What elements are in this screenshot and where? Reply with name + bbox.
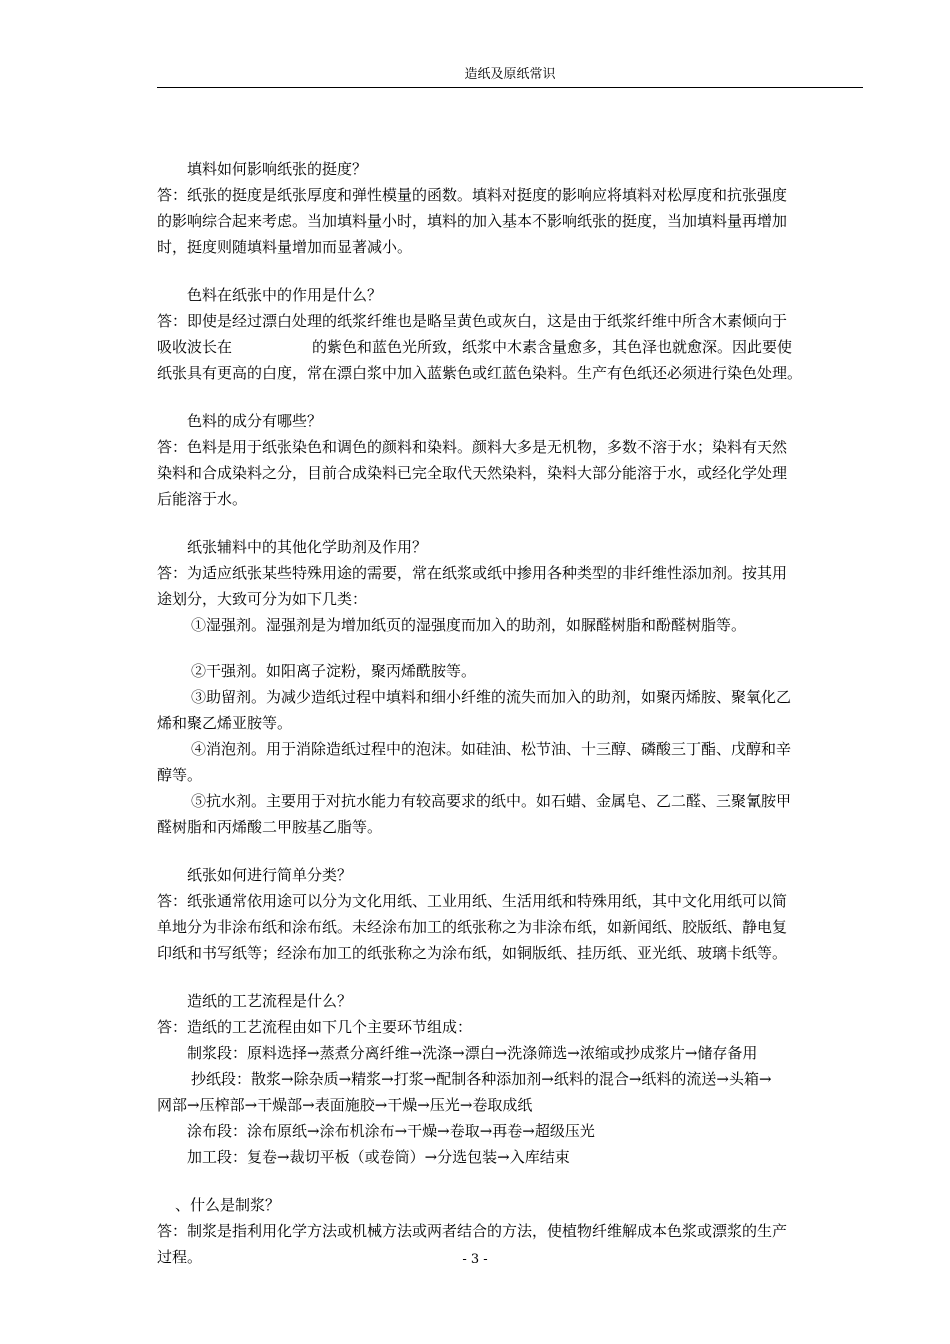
question-heading: 、什么是制浆？ <box>175 1196 281 1214</box>
header-rule <box>157 87 863 88</box>
question-heading: 色料在纸张中的作用是什么？ <box>187 286 383 304</box>
answer-line: 印纸和书写纸等；经涂布加工的纸张称之为涂布纸，如铜版纸、挂历纸、亚光纸、玻璃卡纸等。 <box>157 944 788 962</box>
question-heading: 造纸的工艺流程是什么？ <box>187 992 353 1010</box>
answer-fragment: 的紫色和蓝色光所致，纸浆中木素含量愈多，其色泽也就愈深。因此要使 <box>312 338 793 356</box>
question-heading: 纸张辅料中的其他化学助剂及作用？ <box>187 538 428 556</box>
list-item-continuation: 烯和聚乙烯亚胺等。 <box>157 714 293 732</box>
answer-line: 过程。 <box>157 1248 203 1266</box>
question-heading: 色料的成分有哪些？ <box>187 412 323 430</box>
answer-line: 答：造纸的工艺流程由如下几个主要环节组成： <box>157 1018 473 1036</box>
answer-line: 后能溶于水。 <box>157 490 248 508</box>
answer-line: 纸张具有更高的白度，常在漂白浆中加入蓝紫色或红蓝色染料。生产有色纸还必须进行染色处理。 <box>157 364 803 382</box>
answer-line: 答：为适应纸张某些特殊用途的需要，常在纸浆或纸中掺用各种类型的非纤维性添加剂。按其用 <box>157 564 788 582</box>
answer-line: 的影响综合起来考虑。当加填料量小时，填料的加入基本不影响纸张的挺度，当加填料量再增加 <box>157 212 788 230</box>
answer-line <box>157 334 863 360</box>
answer-line: 途划分，大致可分为如下几类： <box>157 590 368 608</box>
answer-line: 答：即使是经过漂白处理的纸浆纤维也是略呈黄色或灰白，这是由于纸浆纤维中所含木素倾向于 <box>157 312 788 330</box>
answer-line: 时，挺度则随填料量增加而显著减小。 <box>157 238 413 256</box>
process-stage: 涂布段：涂布原纸→涂布机涂布→干燥→卷取→再卷→超级压光 <box>187 1122 595 1140</box>
page-header-title: 造纸及原纸常识 <box>464 67 556 82</box>
process-stage: 制浆段：原料选择→蒸煮分离纤维→洗涤→漂白→洗涤筛选→浓缩或抄成浆片→储存备用 <box>187 1044 758 1062</box>
list-item: ⑤抗水剂。主要用于对抗水能力有较高要求的纸中。如石蜡、金属皂、乙二醛、三聚氰胺甲 <box>191 792 792 810</box>
list-item: ④消泡剂。用于消除造纸过程中的泡沫。如硅油、松节油、十三醇、磷酸三丁酯、戊醇和辛 <box>191 740 792 758</box>
list-item: ②干强剂。如阳离子淀粉，聚丙烯酰胺等。 <box>191 662 477 680</box>
question-heading: 填料如何影响纸张的挺度？ <box>187 160 368 178</box>
answer-line: 单地分为非涂布纸和涂布纸。未经涂布加工的纸张称之为非涂布纸，如新闻纸、胶版纸、静电复 <box>157 918 788 936</box>
process-stage-continuation: 网部→压榨部→干燥部→表面施胶→干燥→压光→卷取成纸 <box>157 1096 533 1114</box>
list-item-continuation: 醛树脂和丙烯酸二甲胺基乙脂等。 <box>157 818 383 836</box>
answer-line: 答：纸张通常依用途可以分为文化用纸、工业用纸、生活用纸和特殊用纸，其中文化用纸可以简 <box>157 892 788 910</box>
answer-line: 答：色料是用于纸张染色和调色的颜料和染料。颜料大多是无机物，多数不溶于水；染料有天然 <box>157 438 788 456</box>
process-stage: 抄纸段：散浆→除杂质→精浆→打浆→配制各种添加剂→纸料的混合→纸料的流送→头箱→ <box>191 1070 772 1088</box>
answer-line: 答：制浆是指利用化学方法或机械方法或两者结合的方法，使植物纤维解成本色浆或漂浆的生产 <box>157 1222 788 1240</box>
document-body <box>157 156 863 1270</box>
page-number: - 3 - <box>462 1252 488 1267</box>
process-stage: 加工段：复卷→裁切平板（或卷筒）→分选包装→入库结束 <box>187 1148 570 1166</box>
answer-line: 答：纸张的挺度是纸张厚度和弹性模量的函数。填料对挺度的影响应将填料对松厚度和抗张强度 <box>157 186 788 204</box>
answer-fragment: 吸收波长在 <box>157 338 233 356</box>
list-item-continuation: 醇等。 <box>157 766 203 784</box>
list-item: ③助留剂。为减少造纸过程中填料和细小纤维的流失而加入的助剂，如聚丙烯胺、聚氧化乙 <box>191 688 792 706</box>
question-heading: 纸张如何进行简单分类？ <box>187 866 353 884</box>
answer-line: 染料和合成染料之分，目前合成染料已完全取代天然染料，染料大部分能溶于水，或经化学处理 <box>157 464 788 482</box>
list-item: ①湿强剂。湿强剂是为增加纸页的湿强度而加入的助剂，如脲醛树脂和酚醛树脂等。 <box>191 616 747 634</box>
